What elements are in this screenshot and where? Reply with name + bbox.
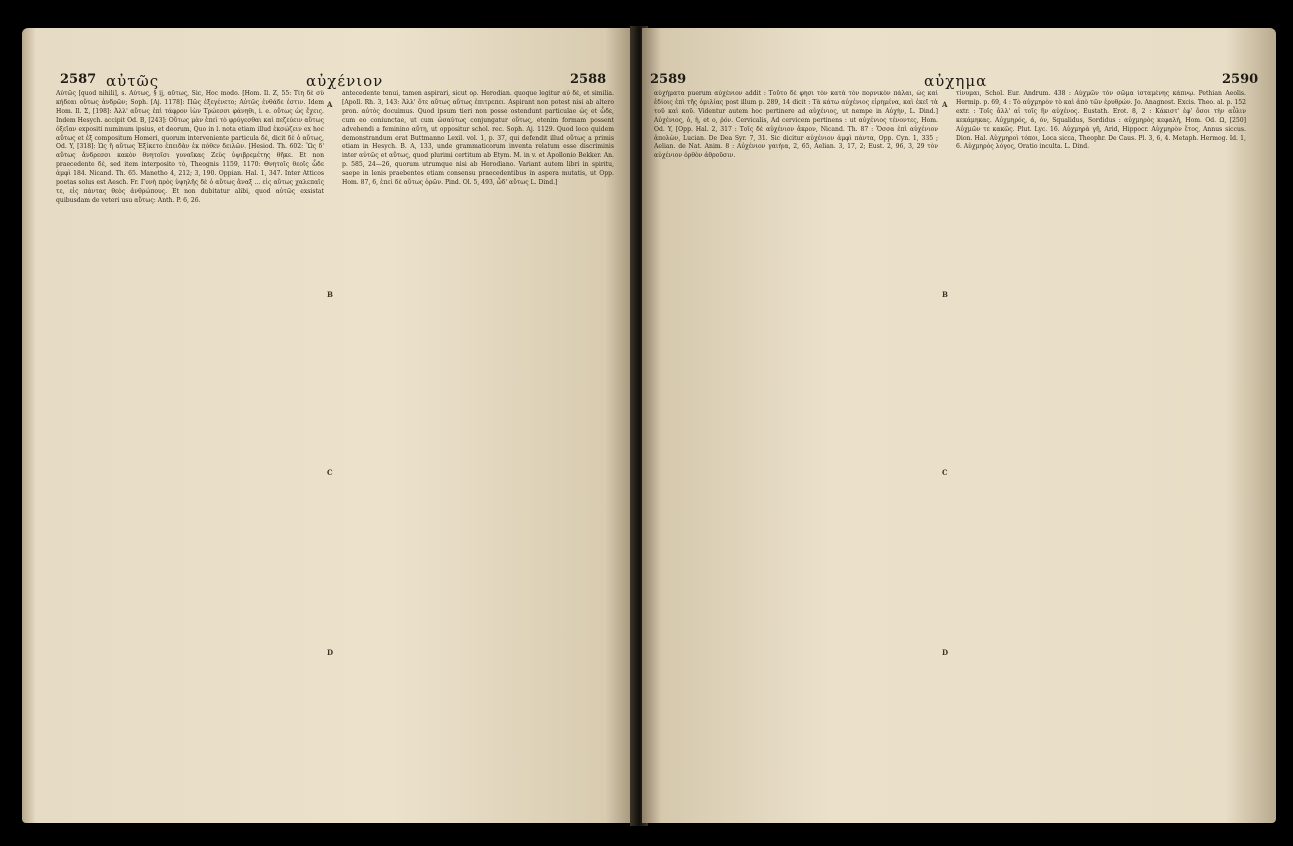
right-page (642, 28, 1276, 823)
text-column-right: τίνυμαι, Schol. Eur. Andrum. 438 : Αὐχμῶν τὸν σῶμα ἰσταμένης κάπνῳ. Pethian Aeolis. Hermip. p. 69, 4 : Τὸ αὐχμηρὸν τὸ καὶ ἀπὸ τῶν ἐρυθρών. Jo. Anagnost. Excis. Theo. al. p. 152 extr. : Τοῖς ἄλλ' αἱ τοῖς ἢν αὐχένος. Eustath. Erot. 8, 2 : Κάκιστ' ἐφ' ὅσοι τὴν αὖλιν κεκάμηκας. Αὐχμηρός, ά, όν, Squalidus, Sordidus : αὐχμηρὸς κεφαλή, Hom. Od. Ω, [250] Αὐχμῶν τε κακῶς. Plut. Lyc. 16. Αὐχμηρὰ γῆ, Arid, Hippocr. Αὐχμηρὸν ἔτος, Annus siccus. Dion. Hal. Αὐχμηροὶ τόποι, Loca sicca, Theophr. De Caus. Pl. 3, 6, 4. Metaph. Hermog. Id. 1, 6. Αὐχμηρὸς λόγος, Oratio inculta. L. Dind. (956, 90, 1246, 151)
left-page (22, 28, 636, 823)
margin-marker: A (942, 100, 948, 109)
running-headword-center: αὐχένιον (306, 72, 384, 90)
page-number: 2587 (60, 72, 97, 87)
text-column-left: αὐχήματα puerum αὐχένιον addit : Τοῦτο δὲ φησι τὸν κατὰ τὸν πορνικὸν πάλαι, ὡς καὶ ἐδίοις ἐπὶ τῆς ὁμιλίας post illum p. 289, 14 dicit : Τὰ κάτω αὐχένιος εἰρημένα, καὶ ἐκεῖ τὰ τοῦ καὶ κοῦ. Videntur autem hoc pertinere ad αὐχένιος, ut nempe in Αὐχὴν, L. Dind.] Αὐχένιος, ὁ, ἡ, et ο, ῥόν. Cervicalis, Ad cervicem pertinens : ut αὐχένιος τένοντες, Hom. Od. Y, [Opp. Hal. 2, 317 : Τοῖς δὲ αὐχένιον ἄκρον, Nicand. Th. 87 : Ὅσσα ἐπὶ αὐχένιον ἀπολὼν, Lucian. De Dea Syr. 7, 31. Sic dicitur αὐχένιον ἀμφὶ πάντα, Opp. Cyn. 1, 335 ; Aelian. de Nat. Anim. 8 : Αὐχένιον γαιήια, 2, 65, Aelian. 3, 17, 2; Eust. 2, 96, 3, 29 τὸν αὐχένιον ὀρθὸν ἀθροῦσιν. (654, 90, 938, 160)
margin-marker: B (327, 290, 333, 299)
margin-marker: C (942, 468, 948, 477)
running-headword: αὐτῶς (106, 72, 160, 90)
text-column-right: antecedente tenui, tamen aspirari, sicut ορ. Herodian. quoque legitur αὖ δέ, et similia. [Apoll. Rh. 3, 143: Ἀλλ' ὅτε αὔτως αὔτως ἐπιτρεπει. Aspirant non potest nisi ab altero pron. αὐτὸς docuimus. Quod ipsum tieri non posse ostendunt particulae ὡς et ὧδε, cum eo coniunctae, ut cum ὡσαύτως conjungatur οὕτως, etenim formam possent advehendi a feminino αὔτη, ut oppositur schol. rec. Soph. Aj. 1129. Quod loco quidem demonstrandum erat Buttmanno Lexil. vol. 1, p. 37, qui defendit illud οὕτως a primis etiam in Hesych. B. A, 133, unde grammaticorum inventa relatum esse discriminis inter αὐτῶς et αὔτως, quod plurimi certitum ab Etym. M. in v. et Apollonio Bekker. An. p. 585, 24—26, quorum utrumque nisi ab Herodiano. Variant autem libri in spiritu, saepe in lenis praebentes etiam consensu praecedentibus in aspera mutatis, ut Opp. Hom. 87, 6, ἐπεὶ δὲ αὔτως ὁρῶν. Pind. Ol. 5, 493, ὧδ' αὔτως L. Dind.] (342, 90, 614, 187)
margin-marker: B (942, 290, 948, 299)
page-number: 2588 (570, 72, 607, 87)
margin-marker: D (942, 648, 949, 657)
text-column-left: Αὐτῶς [quod nihili], s. Αὐτως, § ij, αὔτως, Sic, Hoc modo. [Hom. Il. Z, 55: Τίη δὲ σὺ κήδεαι οὕτως ἀνδρῶν; Soph. [Aj. 1178]: Πῶς ἐξεγένετο; Αὐτῶς ἐνθάδε ἐστιν. Idem Hom. Il. Σ, [198]: Ἀλλ' αὔτως ἐπὶ τάφρον ἰὼν Τρώεσσι φάνηθι, i. e. οὕτως ὡς ἔχεις. Indem Hesych. accipit Od. B, [243]: Οὔτως μὰν ἐπεὶ τὸ φρύγεσθαι καὶ πεζεύειν αὔτως ὀξεῖαν expositi numinum ipsius, et deorum, Quo in l. nota etiam illud ἐκσώζειν ex hoc αὔτως et ἐξ compositum Homeri, quorum interveniente particula δὲ, dicit δὲ ὁ αὔτως, Od. Y, [318]: Ὡς ἢ αὔτως Ἐξίκετο ἐπειδὰν ἐκ πόθεν δειλῶν. [Hesiod. Th. 602: Ὣς δ' αὔτως ἄνδρεσσι κακὸν θνητοῖσι γυναῖκας Ζεὺς ὑψιβρεμέτης θῆκε. Et non praecedente δὲ, sed item interposito τὸ, Theognis 1159, 1170: Θνητοῖς θεοῖς ὧδε ἀμφὶ 184. Nicand. Th. 65. Manetho 4, 212; 3, 190. Oppian. Hal. 1, 347. Inter Atticos poetas solus est Aesch. Fr. Γυνὴ πρὸς ὑψηλῆς δὲ ὁ αὔτως ἄναξ ... εἰς αὔτως χαλεπαῖς τε, εἰς πάντας θεὸς ἀνθρώπους. Et non dubitatur alibi, quod αὐτῶς exsistat quibusdam de veteri usu αὔτως: Anth. P. 6, 26. (56, 90, 324, 204)
running-headword: αὐχημα (924, 72, 988, 90)
page-number: 2590 (1222, 72, 1259, 87)
margin-marker: A (327, 100, 333, 109)
margin-marker: D (327, 648, 334, 657)
margin-marker: C (327, 468, 333, 477)
page-number: 2589 (650, 72, 687, 87)
